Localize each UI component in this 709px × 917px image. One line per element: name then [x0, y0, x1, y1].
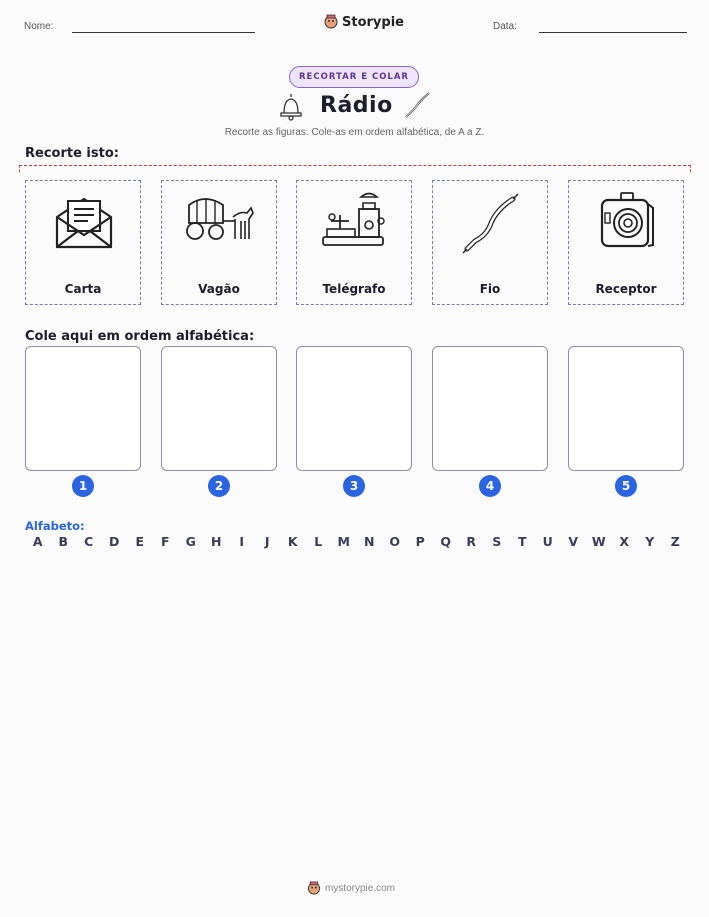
slot-number-3: 3 — [343, 475, 365, 497]
slot-number-4: 4 — [479, 475, 501, 497]
alphabet-letter: R — [466, 534, 477, 549]
card-label: Fio — [479, 282, 501, 296]
wire-icon — [461, 191, 521, 255]
alphabet-letter: V — [568, 534, 579, 549]
alphabet-letter: Q — [440, 534, 452, 549]
envelope-icon — [54, 191, 114, 251]
alphabet-letter: S — [492, 534, 502, 549]
antenna-icon — [402, 90, 432, 124]
cut-card-vagao[interactable] — [161, 180, 277, 305]
cut-card-telegrafo[interactable] — [296, 180, 412, 305]
card-label: Receptor — [595, 282, 657, 296]
alphabet-letter: Z — [670, 534, 680, 549]
alphabet-letter: P — [415, 534, 425, 549]
alphabet-letter: C — [84, 534, 94, 549]
bell-icon — [278, 91, 304, 125]
name-line[interactable] — [72, 32, 255, 33]
cut-card-carta[interactable] — [25, 180, 141, 305]
alphabet-letter: K — [287, 534, 298, 549]
cut-card-receptor[interactable] — [568, 180, 684, 305]
alphabet-letter: M — [337, 534, 350, 549]
alphabet-heading: Alfabeto: — [25, 519, 85, 533]
alphabet-letter: U — [542, 534, 553, 549]
paste-heading: Cole aqui em ordem alfabética: — [25, 329, 255, 344]
wagon-icon — [185, 191, 255, 251]
paste-slot-4[interactable] — [432, 346, 548, 471]
storypie-mascot-icon — [307, 881, 321, 896]
alphabet-letter: N — [364, 534, 375, 549]
receiver-icon — [597, 191, 657, 251]
alphabet-letter: A — [32, 534, 43, 549]
alphabet-letter: G — [185, 534, 196, 549]
card-label: Vagão — [198, 282, 240, 296]
page-title: Rádio — [320, 93, 393, 118]
date-line[interactable] — [539, 32, 687, 33]
slot-number-2: 2 — [208, 475, 230, 497]
telegraph-icon — [321, 191, 387, 251]
alphabet-letter: W — [591, 534, 606, 549]
card-label: Telégrafo — [322, 282, 386, 296]
paste-slot-1[interactable] — [25, 346, 141, 471]
card-label: Carta — [64, 282, 102, 296]
paste-slot-3[interactable] — [296, 346, 412, 471]
instructions: Recorte as figuras. Cole-as em ordem alfabética, de A a Z. — [224, 127, 485, 138]
paste-slot-5[interactable] — [568, 346, 684, 471]
alphabet-letter: O — [389, 534, 401, 549]
footer-link[interactable]: mystorypie.com — [325, 883, 396, 894]
cut-line — [19, 165, 691, 172]
slot-number-1: 1 — [72, 475, 94, 497]
paste-slot-2[interactable] — [161, 346, 277, 471]
alphabet-letter: L — [314, 534, 323, 549]
footer — [307, 881, 395, 896]
alphabet-letter: X — [619, 534, 630, 549]
alphabet-letter: T — [517, 534, 527, 549]
cut-heading: Recorte isto: — [25, 146, 119, 161]
name-label: Nome: — [24, 21, 54, 32]
alphabet-letter: J — [264, 534, 270, 549]
alphabet-letter: I — [239, 534, 245, 549]
alphabet-letter: E — [135, 534, 145, 549]
brand-name: Storypie — [342, 14, 404, 30]
alphabet-letter: B — [58, 534, 69, 549]
alphabet-letter: H — [211, 534, 222, 549]
alphabet-letter: F — [160, 534, 170, 549]
alphabet-letter: D — [109, 534, 120, 549]
slot-number-5: 5 — [615, 475, 637, 497]
brand-logo — [324, 14, 404, 30]
storypie-mascot-icon — [324, 14, 338, 30]
alphabet-letters — [25, 534, 688, 549]
alphabet-letter: Y — [645, 534, 655, 549]
activity-badge: RECORTAR E COLAR — [289, 66, 419, 88]
date-label: Data: — [493, 21, 517, 32]
cut-card-fio[interactable] — [432, 180, 548, 305]
